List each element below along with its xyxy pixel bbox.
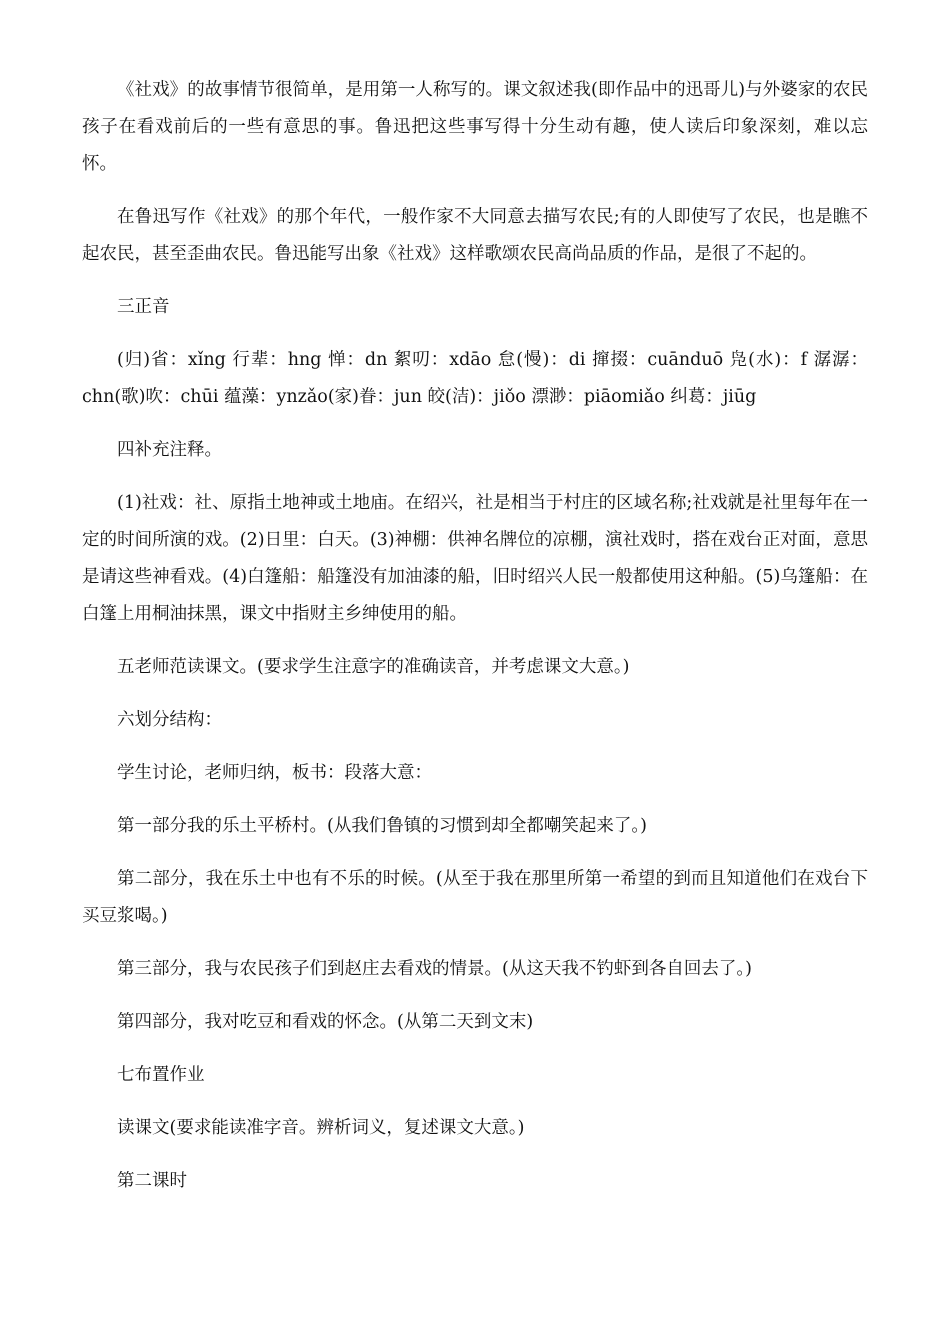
heading-homework: 七布置作业 — [117, 1065, 205, 1085]
paragraph-pronunciation: (归)省：xǐng 行辈：hng 惮：dn 絮叨：xdāo 怠(慢)：di 撺掇：cuānduō 凫(水)：f 潺潺：chn(歌)吹：chūi 蕴藻：ynzǎo(家)眷：jun 皎(洁)：jiǒo 漂渺：piāomiǎo 纠葛：jiūg — [82, 350, 868, 407]
paragraph-discussion: 学生讨论，老师归纳，板书：段落大意： — [117, 763, 432, 783]
heading-annotations: 四补充注释。 — [117, 440, 222, 460]
heading-pronunciation: 三正音 — [117, 297, 170, 317]
heading-second-lesson: 第二课时 — [117, 1171, 187, 1191]
document-page — [82, 72, 868, 1216]
heading-structure: 六划分结构： — [117, 710, 222, 730]
paragraph-teacher-reading: 五老师范读课文。(要求学生注意字的准确读音，并考虑课文大意。) — [117, 657, 630, 677]
paragraph-part-two: 第二部分，我在乐土中也有不乐的时候。(从至于我在那里所第一希望的到而且知道他们在戏台下买豆浆喝。) — [82, 869, 868, 926]
paragraph-homework: 读课文(要求能读准字音。辨析词义，复述课文大意。) — [117, 1118, 525, 1138]
paragraph-context: 在鲁迅写作《社戏》的那个年代，一般作家不大同意去描写农民;有的人即使写了农民，也是瞧不起农民，甚至歪曲农民。鲁迅能写出象《社戏》这样歌颂农民高尚品质的作品，是很了不起的。 — [82, 207, 868, 264]
paragraph-part-four: 第四部分，我对吃豆和看戏的怀念。(从第二天到文末) — [117, 1012, 534, 1032]
paragraph-annotations: (1)社戏：社、原指土地神或土地庙。在绍兴，社是相当于村庄的区域名称;社戏就是社里每年在一定的时间所演的戏。(2)日里：白天。(3)神棚：供神名牌位的凉棚，演社戏时，搭在戏台正对面，意思是请这些神看戏。(4)白篷船：船篷没有加油漆的船，旧时绍兴人民一般都使用这种船。(5)乌篷船：在白篷上用桐油抹黑，课文中指财主乡绅使用的船。 — [82, 493, 868, 624]
paragraph-part-three: 第三部分，我与农民孩子们到赵庄去看戏的情景。(从这天我不钓虾到各自回去了。) — [117, 959, 752, 979]
paragraph-intro: 《社戏》的故事情节很简单，是用第一人称写的。课文叙述我(即作品中的迅哥儿)与外婆家的农民孩子在看戏前后的一些有意思的事。鲁迅把这些事写得十分生动有趣，使人读后印象深刻，难以忘怀。 — [82, 80, 868, 174]
paragraph-part-one: 第一部分我的乐土平桥村。(从我们鲁镇的习惯到却全都嘲笑起来了。) — [117, 816, 647, 836]
